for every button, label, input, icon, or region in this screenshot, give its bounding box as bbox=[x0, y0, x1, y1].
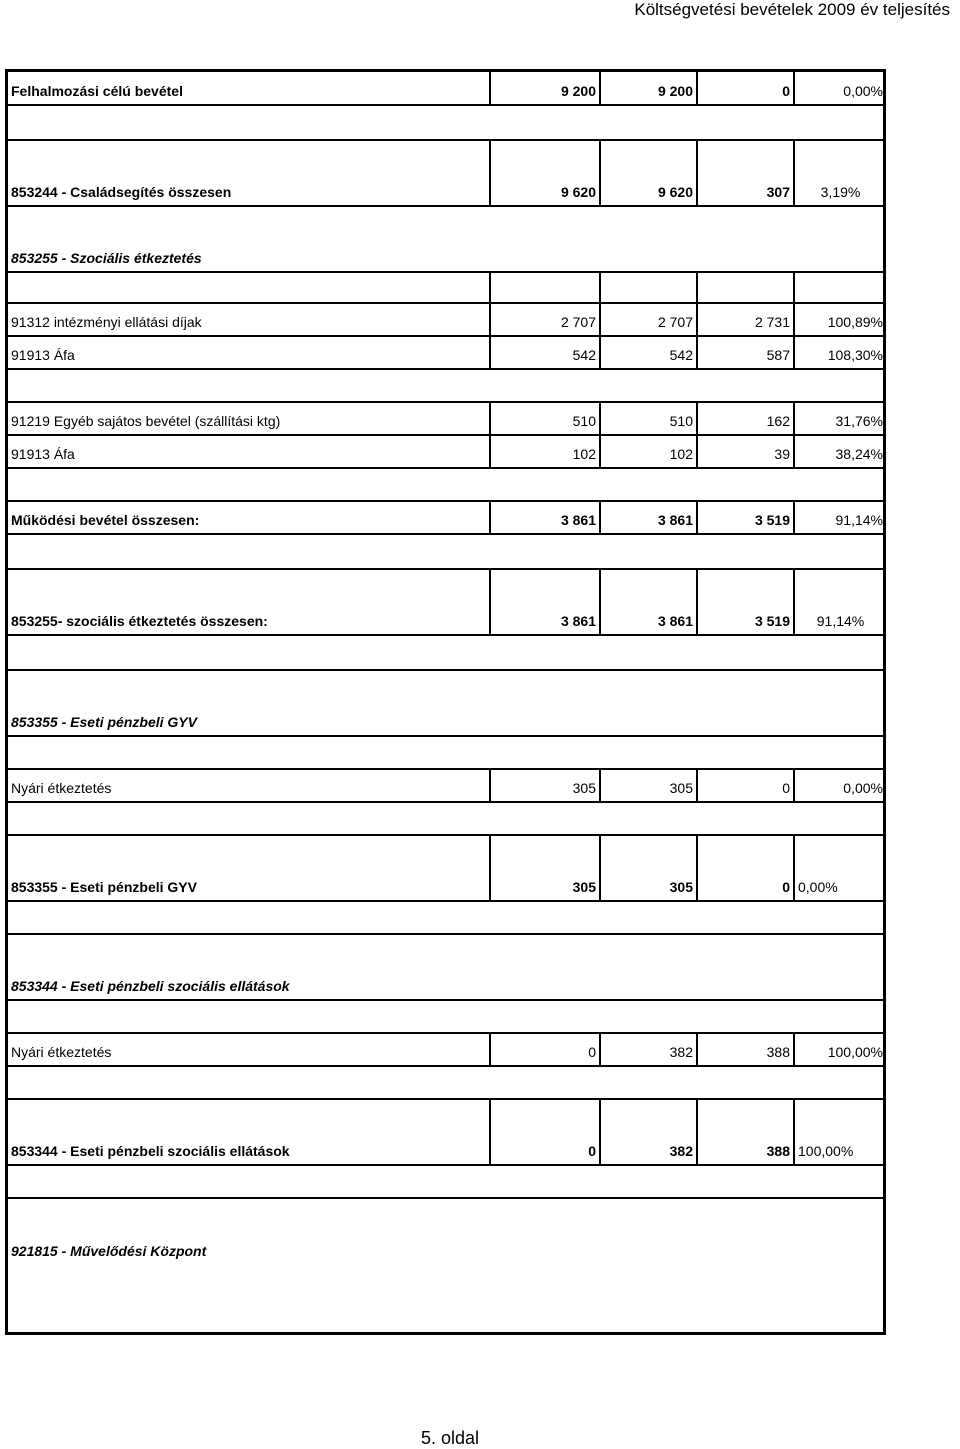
spacer-row bbox=[8, 468, 886, 501]
cell-eredeti: 3 861 bbox=[490, 569, 600, 635]
cell-modositott: 542 bbox=[600, 336, 697, 369]
row-label: Működési bevétel összesen: bbox=[8, 501, 490, 534]
spacer-row bbox=[8, 1066, 886, 1099]
row-label: 91913 Áfa bbox=[8, 336, 490, 369]
row-label: 91219 Egyéb sajátos bevétel (szállítási ktg) bbox=[8, 402, 490, 435]
section-heading-row bbox=[8, 670, 886, 736]
cell-teljesites: 2 731 bbox=[697, 303, 794, 336]
cell-modositott: 9 200 bbox=[600, 72, 697, 105]
cell-eredeti: 0 bbox=[490, 1099, 600, 1165]
cell-eredeti: 510 bbox=[490, 402, 600, 435]
cell-percent: 38,24% bbox=[794, 435, 886, 468]
cell-eredeti: 305 bbox=[490, 835, 600, 901]
cell-eredeti: 3 861 bbox=[490, 501, 600, 534]
cell-teljesites: 587 bbox=[697, 336, 794, 369]
spacer-row bbox=[8, 534, 886, 569]
row-label: 91312 intézményi ellátási díjak bbox=[8, 303, 490, 336]
table-row bbox=[8, 402, 886, 435]
row-label: 91913 Áfa bbox=[8, 435, 490, 468]
spacer-row bbox=[8, 1000, 886, 1033]
cell-modositott: 382 bbox=[600, 1099, 697, 1165]
table-row bbox=[8, 501, 886, 534]
cell-eredeti: 9 200 bbox=[490, 72, 600, 105]
spacer-row bbox=[8, 736, 886, 769]
cell-teljesites: 3 519 bbox=[697, 569, 794, 635]
cell-modositott: 2 707 bbox=[600, 303, 697, 336]
cell-percent: 108,30% bbox=[794, 336, 886, 369]
cell-eredeti: 0 bbox=[490, 1033, 600, 1066]
cell-teljesites: 0 bbox=[697, 769, 794, 802]
cell-percent: 100,00% bbox=[794, 1099, 886, 1165]
cell-teljesites: 162 bbox=[697, 402, 794, 435]
budget-table bbox=[8, 72, 886, 1264]
section-heading: 853344 - Eseti pénzbeli szociális ellátások bbox=[8, 934, 886, 1000]
row-label: 853244 - Családsegítés összesen bbox=[8, 140, 490, 206]
cell-eredeti: 542 bbox=[490, 336, 600, 369]
section-heading: 853355 - Eseti pénzbeli GYV bbox=[8, 670, 886, 736]
cell-eredeti: 9 620 bbox=[490, 140, 600, 206]
cell-percent: 100,89% bbox=[794, 303, 886, 336]
row-label: 853355 - Eseti pénzbeli GYV bbox=[8, 835, 490, 901]
page-number: 5. oldal bbox=[421, 1428, 480, 1448]
row-label: Nyári étkeztetés bbox=[8, 1033, 490, 1066]
table-row bbox=[8, 303, 886, 336]
row-label: Felhalmozási célú bevétel bbox=[8, 72, 490, 105]
table-row bbox=[8, 769, 886, 802]
table-row bbox=[8, 72, 886, 105]
table-row bbox=[8, 569, 886, 635]
budget-table-sheet bbox=[5, 69, 886, 1335]
spacer-row bbox=[8, 1165, 886, 1198]
cell-modositott: 102 bbox=[600, 435, 697, 468]
spacer-row bbox=[8, 272, 886, 303]
cell-percent: 100,00% bbox=[794, 1033, 886, 1066]
cell-percent: 3,19% bbox=[794, 140, 886, 206]
spacer-row bbox=[8, 901, 886, 934]
cell-eredeti: 102 bbox=[490, 435, 600, 468]
table-row bbox=[8, 140, 886, 206]
table-row bbox=[8, 1033, 886, 1066]
spacer-row bbox=[8, 105, 886, 140]
section-heading: 853255 - Szociális étkeztetés bbox=[8, 206, 886, 272]
table-row bbox=[8, 435, 886, 468]
page-header-title: Költségvetési bevételek 2009 év teljesítés bbox=[634, 0, 950, 19]
cell-modositott: 305 bbox=[600, 769, 697, 802]
cell-percent: 0,00% bbox=[794, 769, 886, 802]
section-heading-row bbox=[8, 934, 886, 1000]
section-heading: 921815 - Művelődési Központ bbox=[11, 1243, 207, 1259]
cell-teljesites: 388 bbox=[697, 1099, 794, 1165]
table-row bbox=[8, 336, 886, 369]
cell-modositott: 3 861 bbox=[600, 501, 697, 534]
cell-percent: 0,00% bbox=[794, 835, 886, 901]
cell-percent: 91,14% bbox=[794, 569, 886, 635]
cell-eredeti: 2 707 bbox=[490, 303, 600, 336]
spacer-row bbox=[8, 369, 886, 402]
cell-modositott: 9 620 bbox=[600, 140, 697, 206]
cell-modositott: 3 861 bbox=[600, 569, 697, 635]
cell-eredeti: 305 bbox=[490, 769, 600, 802]
table-row bbox=[8, 1099, 886, 1165]
section-heading-row bbox=[8, 1198, 886, 1264]
cell-teljesites: 307 bbox=[697, 140, 794, 206]
row-label: Nyári étkeztetés bbox=[8, 769, 490, 802]
cell-teljesites: 0 bbox=[697, 72, 794, 105]
cell-teljesites: 0 bbox=[697, 835, 794, 901]
cell-percent: 31,76% bbox=[794, 402, 886, 435]
cell-percent: 0,00% bbox=[794, 72, 886, 105]
table-row bbox=[8, 835, 886, 901]
cell-percent: 91,14% bbox=[794, 501, 886, 534]
cell-modositott: 305 bbox=[600, 835, 697, 901]
spacer-row bbox=[8, 635, 886, 670]
cell-modositott: 382 bbox=[600, 1033, 697, 1066]
cell-teljesites: 3 519 bbox=[697, 501, 794, 534]
cell-teljesites: 39 bbox=[697, 435, 794, 468]
row-label: 853255- szociális étkeztetés összesen: bbox=[8, 569, 490, 635]
spacer-row bbox=[8, 802, 886, 835]
row-label: 853344 - Eseti pénzbeli szociális ellátások bbox=[8, 1099, 490, 1165]
section-heading-row bbox=[8, 206, 886, 272]
cell-teljesites: 388 bbox=[697, 1033, 794, 1066]
cell-modositott: 510 bbox=[600, 402, 697, 435]
